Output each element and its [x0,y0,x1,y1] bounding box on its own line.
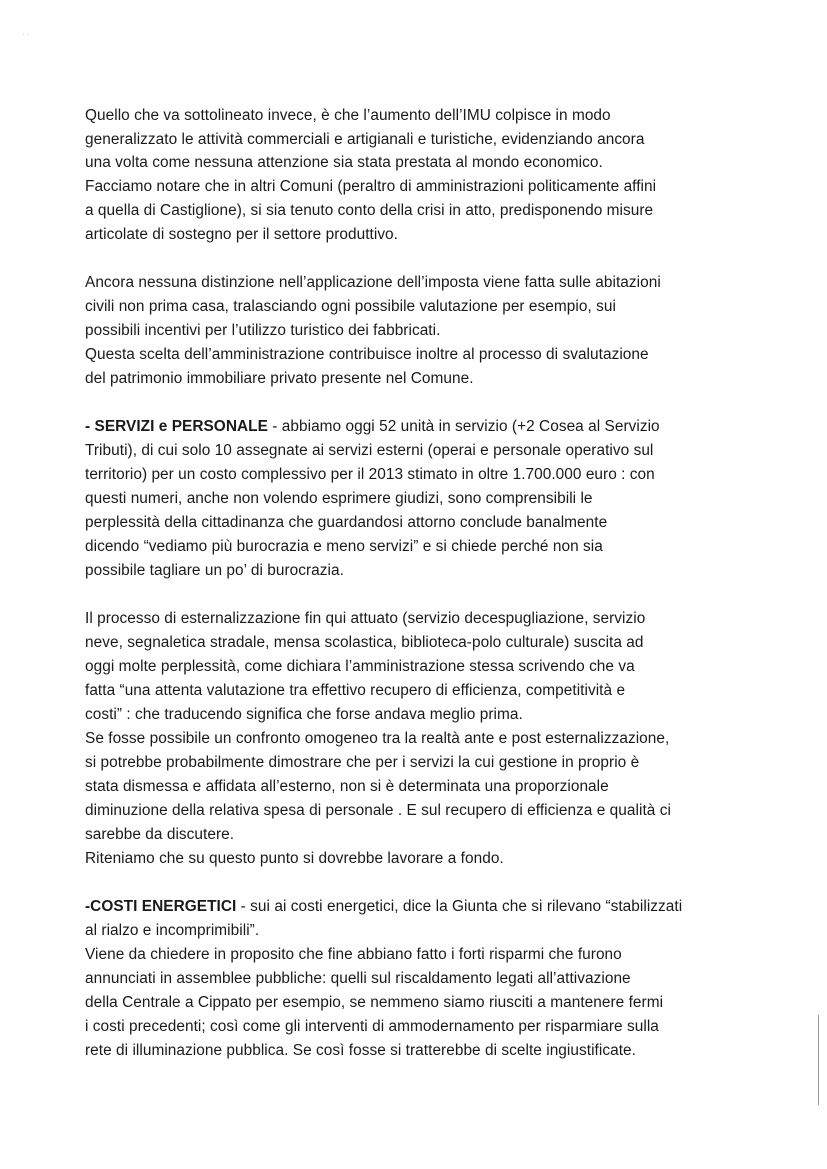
paragraph-3-line-4: questi numeri, anche non volendo esprimere giudizi, sono comprensibili le [85,490,593,507]
paragraph-5-line-4: annunciati in assemblee pubbliche: quelli sul riscaldamento legati all’attivazione [85,970,631,987]
paragraph-1-line-2: generalizzato le attività commerciali e artigianali e turistiche, evidenziando ancora [85,131,645,148]
paragraph-4-line-2: neve, segnaletica stradale, mensa scolastica, biblioteca-polo culturale) suscita ad [85,634,644,651]
paragraph-2-line-1: Ancora nessuna distinzione nell’applicazione dell’imposta viene fatta sulle abitazioni [85,274,661,291]
paragraph-4-line-8: stata dismessa e affidata all’esterno, non si è determinata una proporzionale [85,778,609,795]
paragraph-1-line-1: Quello che va sottolineato invece, è che l’aumento dell’IMU colpisce in modo [85,107,611,124]
paragraph-3-line-2: Tributi), di cui solo 10 assegnate ai servizi esterni (operai e personale operativo sul [85,442,654,459]
paragraph-1-line-6: articolate di sostegno per il settore produttivo. [85,226,398,243]
paragraph-5-line-1-text: - sui ai costi energetici, dice la Giunta che si rilevano “stabilizzati [236,898,683,915]
paragraph-3-line-6: dicendo “vediamo più burocrazia e meno servizi” e si chiede perché non sia [85,538,603,555]
paragraph-5-line-3: Viene da chiedere in proposito che fine abbiano fatto i forti risparmi che furono [85,946,622,963]
section-heading-costi: -COSTI ENERGETICI [85,898,237,915]
paragraph-3-line-1 [85,417,660,437]
scan-artifact: · · [22,30,30,39]
paragraph-4-line-11: Riteniamo che su questo punto si dovrebbe lavorare a fondo. [85,850,504,867]
paragraph-2-line-4: Questa scelta dell’amministrazione contribuisce inoltre al processo di svalutazione [85,346,649,363]
paragraph-2-line-3: possibili incentivi per l’utilizzo turistico dei fabbricati. [85,322,441,339]
section-heading-servizi: - SERVIZI e PERSONALE [85,418,268,435]
paragraph-1-line-4: Facciamo notare che in altri Comuni (peraltro di amministrazioni politicamente affini [85,178,657,195]
scan-edge-mark [818,1015,819,1105]
paragraph-5-line-5: della Centrale a Cippato per esempio, se nemmeno siamo riusciti a mantenere fermi [85,994,664,1011]
paragraph-4-line-3: oggi molte perplessità, come dichiara l’amministrazione stessa scrivendo che va [85,658,635,675]
paragraph-2-line-5: del patrimonio immobiliare privato presente nel Comune. [85,370,474,387]
paragraph-3-line-7: possibile tagliare un po’ di burocrazia. [85,562,344,579]
paragraph-5-line-2: al rialzo e incomprimibili”. [85,922,260,939]
paragraph-4-line-4: fatta “una attenta valutazione tra effettivo recupero di efficienza, competitività e [85,682,626,699]
paragraph-5-line-7: rete di illuminazione pubblica. Se così fosse si tratterebbe di scelte ingiustificate. [85,1042,636,1059]
paragraph-5-line-1 [85,897,682,917]
paragraph-4-line-1: Il processo di esternalizzazione fin qui attuato (servizio decespugliazione, servizio [85,610,646,627]
paragraph-1-line-5: a quella di Castiglione), si sia tenuto conto della crisi in atto, predisponendo misure [85,202,654,219]
paragraph-4-line-9: diminuzione della relativa spesa di personale . E sul recupero di efficienza e qualità ci [85,802,671,819]
paragraph-4-line-5: costi” : che traducendo significa che forse andava meglio prima. [85,706,523,723]
paragraph-3-line-5: perplessità della cittadinanza che guardandosi attorno conclude banalmente [85,514,608,531]
paragraph-5-line-6: i costi precedenti; così come gli interventi di ammodernamento per risparmiare sulla [85,1018,659,1035]
paragraph-3-line-1-text: - abbiamo oggi 52 unità in servizio (+2 Cosea al Servizio [267,418,660,435]
paragraph-4-line-6: Se fosse possibile un confronto omogeneo tra la realtà ante e post esternalizzazione, [85,730,670,747]
paragraph-3-line-3: territorio) per un costo complessivo per il 2013 stimato in oltre 1.700.000 euro : con [85,466,655,483]
paragraph-4-line-7: si potrebbe probabilmente dimostrare che per i servizi la cui gestione in proprio è [85,754,640,771]
paragraph-1-line-3: una volta come nessuna attenzione sia stata prestata al mondo economico. [85,154,603,171]
paragraph-4-line-10: sarebbe da discutere. [85,826,235,843]
paragraph-2-line-2: civili non prima casa, tralasciando ogni possibile valutazione per esempio, sui [85,298,616,315]
